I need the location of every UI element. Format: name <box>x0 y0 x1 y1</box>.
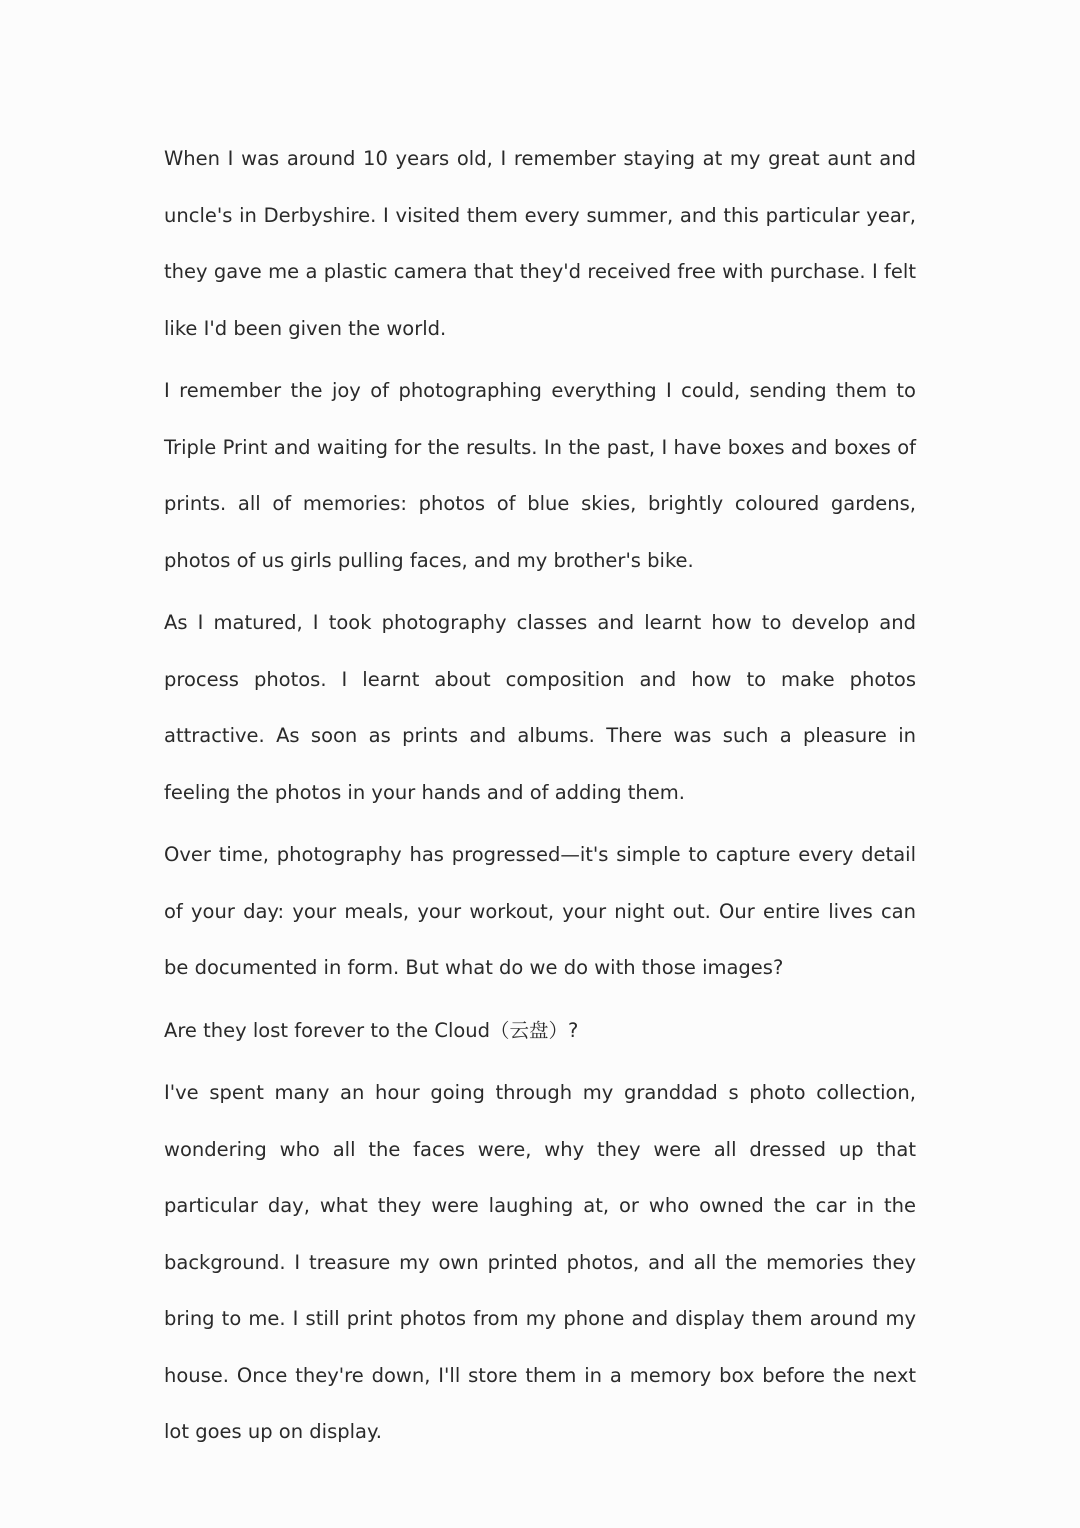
paragraph-cloud-question: Are they lost forever to the Cloud（云盘）? <box>164 1018 579 1042</box>
paragraph-camera-gift: When I was around 10 years old, I remember staying at my great aunt and uncle's in Derbyshire. I visited them every summer, and this particular year, they gave me a plastic camera that they'd received free with purchase. I felt like I'd been given the world. <box>164 147 916 340</box>
paragraph-prints: I remember the joy of photographing everything I could, sending them to Triple Print and waiting for the results. In the past, I have boxes and boxes of prints. all of memories: photos of blue skies, brightly coloured gardens, photos of us girls pulling faces, and my brother's bike. <box>164 379 916 572</box>
paragraph-granddad-collection: I've spent many an hour going through my granddad s photo collection, wondering who all the faces were, why they were all dressed up that particular day, what they were laughing at, or who owned the car in the background. I treasure my own printed photos, and all the memories they bring to me. I still print photos from my phone and display them around my house. Once they're down, I'll store them in a memory box before the next lot goes up on display. <box>164 1081 916 1443</box>
text-column <box>164 131 916 1467</box>
paragraph-progress: Over time, photography has progressed—it's simple to capture every detail of your day: your meals, your workout, your night out. Our entire lives can be documented in form. But what do we do with those images? <box>164 843 916 979</box>
paragraph-photography-classes: As I matured, I took photography classes and learnt how to develop and process photos. I learnt about composition and how to make photos attractive. As soon as prints and albums. There was such a pleasure in feeling the photos in your hands and of adding them. <box>164 611 916 804</box>
